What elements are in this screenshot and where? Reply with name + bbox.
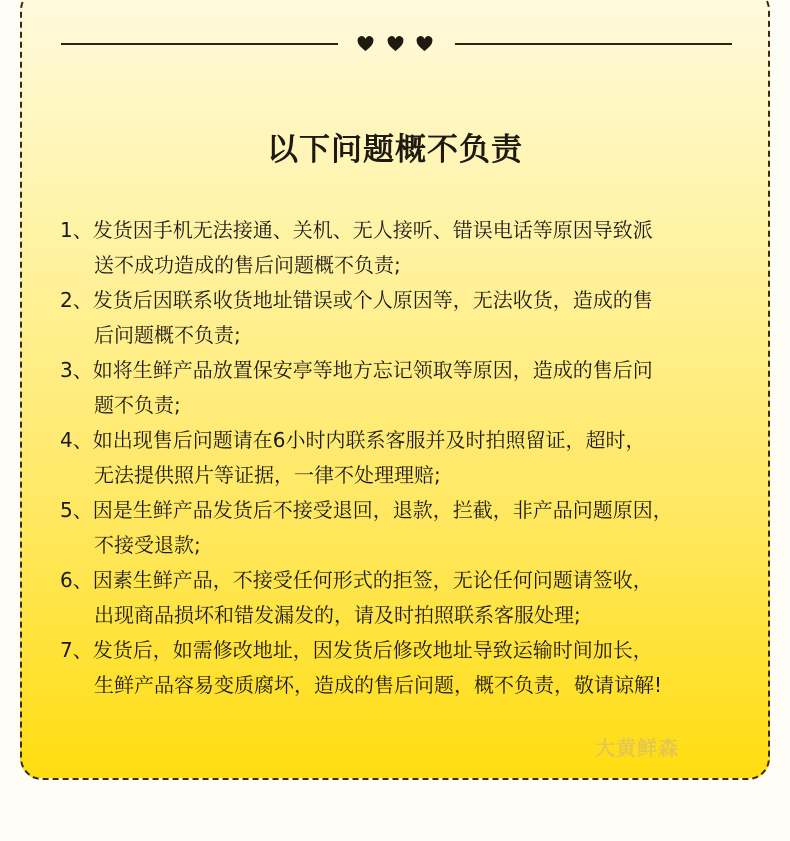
heart-icon xyxy=(387,36,404,52)
heart-icon xyxy=(416,36,433,52)
rule-item xyxy=(0,283,790,353)
page-title: 以下问题概不负责 xyxy=(267,132,523,168)
rule-item xyxy=(0,213,790,283)
rule-item xyxy=(0,633,790,703)
rule-line: 1、发货因手机无法接通、关机、无人接听、错误电话等原因导致派 xyxy=(60,218,653,242)
rule-line-continued: 无法提供照片等证据，一律不处理理赔; xyxy=(94,463,441,487)
rule-line: 2、发货后因联系收货地址错误或个人原因等，无法收货，造成的售 xyxy=(60,288,653,312)
rule-line-continued: 后问题概不负责; xyxy=(94,323,241,347)
rule-line: 4、如出现售后问题请在6小时内联系客服并及时拍照留证，超时， xyxy=(60,428,646,452)
rule-line-continued: 不接受退款; xyxy=(94,533,201,557)
rules-list xyxy=(0,213,790,703)
brand-watermark: 大黄鲜森 xyxy=(595,736,679,760)
divider-right xyxy=(455,43,732,45)
rule-line-continued: 生鲜产品容易变质腐坏，造成的售后问题，概不负责，敬请谅解! xyxy=(94,673,663,697)
rule-line-continued: 出现商品损坏和错发漏发的，请及时拍照联系客服处理; xyxy=(94,603,581,627)
heart-ornament xyxy=(357,32,433,56)
rule-item xyxy=(0,353,790,423)
rule-line: 6、因素生鲜产品，不接受任何形式的拒签，无论任何问题请签收， xyxy=(60,568,653,592)
rule-item xyxy=(0,423,790,493)
rule-line: 5、因是生鲜产品发货后不接受退回，退款，拦截，非产品问题原因， xyxy=(60,498,673,522)
rule-line-continued: 送不成功造成的售后问题概不负责; xyxy=(94,253,401,277)
rule-item xyxy=(0,563,790,633)
rule-line: 3、如将生鲜产品放置保安亭等地方忘记领取等原因，造成的售后问 xyxy=(60,358,653,382)
divider-left xyxy=(61,43,338,45)
rule-line: 7、发货后，如需修改地址，因发货后修改地址导致运输时间加长， xyxy=(60,638,653,662)
rule-line-continued: 题不负责; xyxy=(94,393,181,417)
rule-item xyxy=(0,493,790,563)
heart-icon xyxy=(357,36,374,52)
